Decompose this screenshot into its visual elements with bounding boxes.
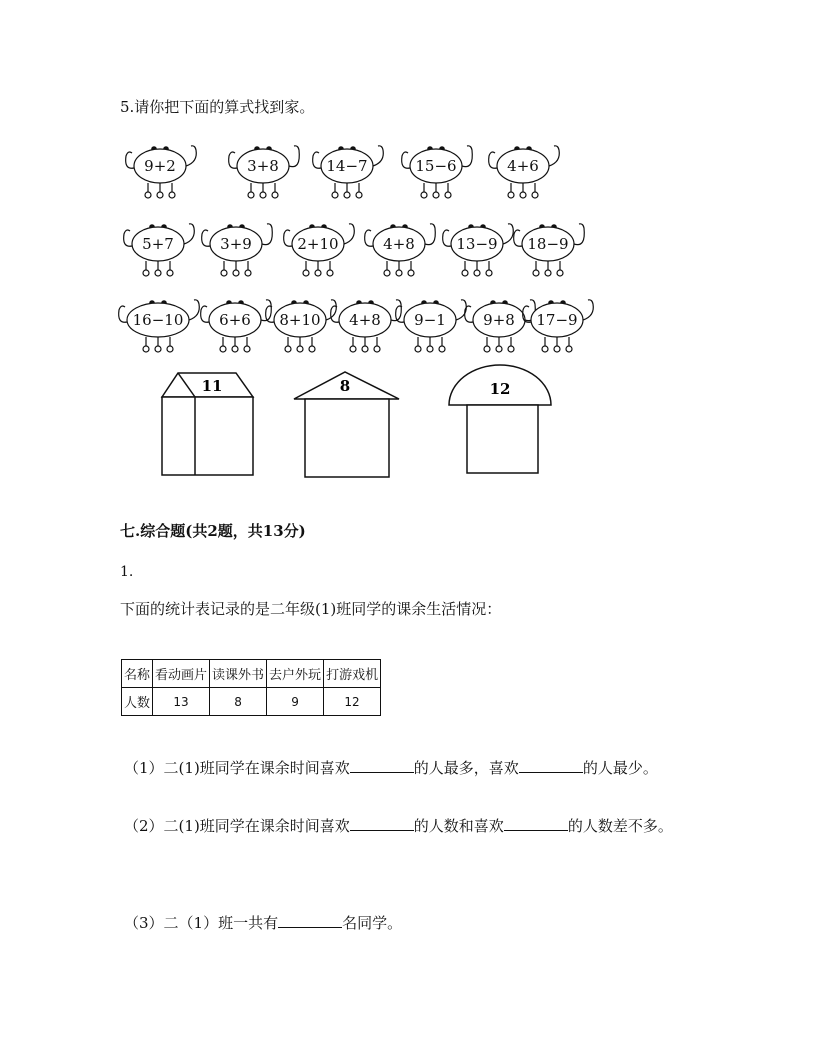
bug-arm	[402, 152, 410, 168]
house-label-11: 11	[201, 377, 223, 395]
bug-foot	[315, 270, 321, 276]
bug-foot	[566, 346, 572, 352]
question-text: （3）二（1）班一共有	[124, 914, 279, 932]
bug-arm	[266, 306, 274, 322]
bug-foot	[545, 270, 551, 276]
bug-arm	[425, 224, 435, 245]
equation-label: 2+10	[297, 235, 339, 253]
equation-bug	[331, 300, 402, 352]
bug-foot	[155, 346, 161, 352]
bug-foot	[297, 346, 303, 352]
question-text: 的人数和喜欢	[413, 817, 504, 835]
table-row	[122, 688, 381, 716]
table-cell: 去户外玩	[267, 660, 324, 688]
equation-label: 13−9	[456, 235, 498, 253]
activity-table	[121, 659, 381, 716]
bug-foot	[508, 346, 514, 352]
equation-label: 8+10	[279, 311, 321, 329]
question-text: 的人最少。	[582, 759, 658, 777]
bug-foot	[309, 346, 315, 352]
bug-foot	[533, 270, 539, 276]
equation-label: 15−6	[415, 157, 457, 175]
question-text: （2）二(1)班同学在课余时间喜欢	[124, 817, 350, 835]
bug-arm	[284, 230, 292, 246]
answer-blank[interactable]	[350, 816, 414, 831]
bug-foot	[220, 346, 226, 352]
bug-arm	[462, 146, 472, 167]
equation-label: 4+6	[507, 157, 539, 175]
equation-bug	[124, 224, 195, 276]
table-header-row	[122, 660, 381, 688]
bug-foot	[421, 192, 427, 198]
bug-foot	[248, 192, 254, 198]
bug-arm	[186, 146, 196, 166]
bug-foot	[221, 270, 227, 276]
bug-arm	[514, 230, 522, 246]
table-cell: 12	[324, 688, 381, 716]
bug-arm	[489, 152, 497, 168]
table-cell: 看动画片	[153, 660, 210, 688]
bug-foot	[167, 270, 173, 276]
bug-foot	[474, 270, 480, 276]
item-number: 1.	[120, 564, 134, 580]
bug-foot	[233, 270, 239, 276]
bug-arm	[344, 224, 354, 244]
bug-arm	[289, 146, 299, 167]
table-intro: 下面的统计表记录的是二年级(1)班同学的课余生活情况：	[120, 600, 502, 618]
equation-label: 4+8	[383, 235, 415, 253]
bug-foot	[508, 192, 514, 198]
table-cell: 名称	[122, 660, 153, 688]
house-label-8: 8	[339, 377, 351, 395]
bug-arm	[184, 224, 194, 244]
equation-bug	[443, 224, 514, 276]
bug-arm	[443, 230, 451, 246]
equation-bug	[266, 300, 337, 352]
equation-bug	[313, 146, 384, 198]
bug-foot	[496, 346, 502, 352]
bug-foot	[155, 270, 161, 276]
equation-bug	[119, 300, 200, 352]
bug-foot	[396, 270, 402, 276]
house-11	[162, 373, 253, 475]
table-cell: 打游戏机	[324, 660, 381, 688]
bug-arm	[583, 300, 593, 320]
table-cell: 读课外书	[210, 660, 267, 688]
bug-arm	[503, 224, 513, 244]
bug-arm	[549, 146, 559, 166]
bug-foot	[554, 346, 560, 352]
question-3	[124, 912, 402, 933]
table-cell: 9	[267, 688, 324, 716]
bug-foot	[169, 192, 175, 198]
bugs-and-houses-illustration	[0, 0, 816, 500]
bug-foot	[332, 192, 338, 198]
question-text: （1）二(1)班同学在课余时间喜欢	[124, 759, 350, 777]
bug-foot	[462, 270, 468, 276]
bug-arm	[365, 230, 373, 246]
bug-foot	[415, 346, 421, 352]
bug-foot	[362, 346, 368, 352]
bug-arm	[201, 306, 209, 322]
answer-blank[interactable]	[350, 758, 414, 773]
section-7-heading: 七.综合题(共2题，共13分)	[120, 522, 306, 540]
equation-label: 16−10	[132, 311, 184, 329]
bug-foot	[445, 192, 451, 198]
bug-foot	[260, 192, 266, 198]
house-12	[449, 365, 551, 473]
equation-label: 3+9	[220, 235, 252, 253]
bug-foot	[427, 346, 433, 352]
equation-bug	[201, 300, 272, 352]
bug-foot	[143, 346, 149, 352]
bug-foot	[356, 192, 362, 198]
bug-foot	[374, 346, 380, 352]
equation-bug	[126, 146, 197, 198]
question-text: 的人最多，喜欢	[413, 759, 519, 777]
bug-foot	[520, 192, 526, 198]
equation-label: 3+8	[247, 157, 279, 175]
bug-foot	[232, 346, 238, 352]
table-cell: 13	[153, 688, 210, 716]
equation-label: 17−9	[536, 311, 578, 329]
bug-foot	[303, 270, 309, 276]
bug-foot	[484, 346, 490, 352]
equation-label: 18−9	[527, 235, 569, 253]
house-label-12: 12	[489, 380, 511, 398]
equation-bug	[402, 146, 473, 198]
bug-foot	[384, 270, 390, 276]
answer-blank[interactable]	[519, 758, 583, 773]
question-2	[124, 815, 673, 836]
table-cell: 人数	[122, 688, 153, 716]
question-text: 的人数差不多。	[567, 817, 673, 835]
bug-arm	[262, 224, 272, 245]
equation-label: 9−1	[414, 311, 446, 329]
bug-foot	[344, 192, 350, 198]
equation-bug	[523, 300, 594, 352]
question-text: 名同学。	[342, 914, 403, 932]
bug-foot	[285, 346, 291, 352]
bug-foot	[532, 192, 538, 198]
bug-arm	[189, 300, 199, 320]
bug-foot	[486, 270, 492, 276]
table-cell: 8	[210, 688, 267, 716]
bug-foot	[157, 192, 163, 198]
equation-label: 9+2	[144, 157, 176, 175]
equation-bug	[396, 300, 467, 352]
bug-foot	[167, 346, 173, 352]
bug-foot	[327, 270, 333, 276]
bug-foot	[408, 270, 414, 276]
equation-bug	[365, 224, 436, 276]
bug-foot	[557, 270, 563, 276]
equation-bug	[284, 224, 355, 276]
house-8	[294, 372, 399, 477]
bug-arm	[574, 224, 584, 245]
bug-foot	[439, 346, 445, 352]
bug-foot	[143, 270, 149, 276]
equation-bug	[229, 146, 300, 198]
bug-arm	[313, 152, 321, 168]
bug-arm	[119, 306, 127, 322]
bug-arm	[126, 152, 134, 168]
bug-foot	[433, 192, 439, 198]
bug-foot	[542, 346, 548, 352]
bug-foot	[244, 346, 250, 352]
equation-bug	[514, 224, 585, 276]
equation-label: 14−7	[326, 157, 368, 175]
equation-label: 4+8	[349, 311, 381, 329]
problem-5-title: 5.请你把下面的算式找到家。	[120, 98, 315, 116]
bug-foot	[350, 346, 356, 352]
bug-arm	[373, 146, 383, 166]
bug-arm	[124, 230, 132, 246]
equation-label: 5+7	[142, 235, 174, 253]
bug-foot	[145, 192, 151, 198]
equation-label: 6+6	[219, 311, 251, 329]
equation-bug	[202, 224, 273, 276]
bug-arm	[202, 230, 210, 246]
bug-arm	[229, 152, 237, 168]
question-1	[124, 757, 658, 778]
equation-bug	[489, 146, 560, 198]
answer-blank[interactable]	[504, 816, 568, 831]
bug-foot	[245, 270, 251, 276]
bug-arm	[465, 306, 473, 322]
bug-arm	[396, 306, 404, 322]
answer-blank[interactable]	[278, 913, 342, 928]
bug-foot	[272, 192, 278, 198]
equation-label: 9+8	[483, 311, 515, 329]
